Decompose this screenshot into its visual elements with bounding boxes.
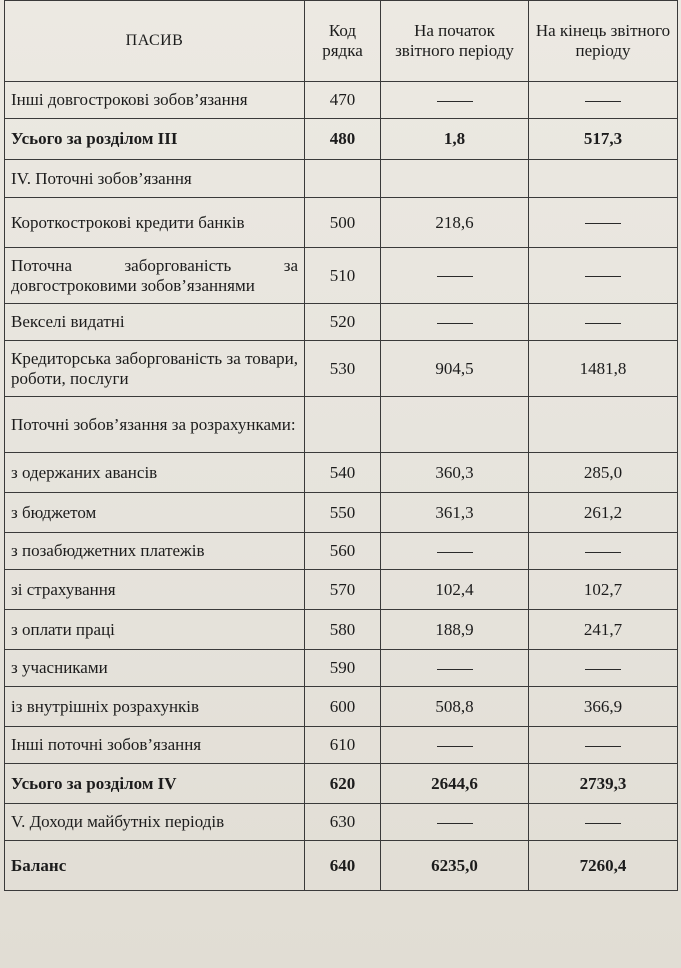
row-label: Поточна заборгованість за довгостроковими зобов’язаннями bbox=[5, 248, 305, 304]
row-value-end: 1481,8 bbox=[529, 341, 678, 397]
row-value-start bbox=[381, 160, 529, 198]
row-value-end bbox=[529, 533, 678, 570]
header-start: На початок звітного періоду bbox=[381, 1, 529, 82]
row-label: IV. Поточні зобов’язання bbox=[5, 160, 305, 198]
dash-mark bbox=[437, 101, 473, 102]
table-header-row bbox=[5, 1, 678, 82]
dash-mark bbox=[585, 223, 621, 224]
row-label: з оплати праці bbox=[5, 610, 305, 650]
table-row bbox=[5, 119, 678, 160]
row-label: з позабюджетних платежів bbox=[5, 533, 305, 570]
table-row bbox=[5, 198, 678, 248]
row-code: 470 bbox=[305, 82, 381, 119]
row-code: 630 bbox=[305, 804, 381, 841]
table-row bbox=[5, 610, 678, 650]
table-row bbox=[5, 570, 678, 610]
row-label: Усього за розділом IV bbox=[5, 764, 305, 804]
row-value-end bbox=[529, 248, 678, 304]
row-code: 560 bbox=[305, 533, 381, 570]
dash-mark bbox=[585, 276, 621, 277]
row-value-start bbox=[381, 804, 529, 841]
row-label: з одержаних авансів bbox=[5, 453, 305, 493]
row-value-end bbox=[529, 82, 678, 119]
row-code: 540 bbox=[305, 453, 381, 493]
table-row bbox=[5, 453, 678, 493]
dash-mark bbox=[437, 323, 473, 324]
row-value-end: 7260,4 bbox=[529, 841, 678, 891]
table-body bbox=[5, 82, 678, 891]
row-value-end bbox=[529, 397, 678, 453]
row-value-end: 102,7 bbox=[529, 570, 678, 610]
row-value-start bbox=[381, 248, 529, 304]
row-code: 640 bbox=[305, 841, 381, 891]
row-label: Векселі видатні bbox=[5, 304, 305, 341]
dash-mark bbox=[585, 552, 621, 553]
row-label: Поточні зобов’язання за розрахунками: bbox=[5, 397, 305, 453]
row-value-start: 361,3 bbox=[381, 493, 529, 533]
table-row bbox=[5, 248, 678, 304]
row-code: 500 bbox=[305, 198, 381, 248]
row-value-start bbox=[381, 397, 529, 453]
row-value-start bbox=[381, 304, 529, 341]
row-value-end: 261,2 bbox=[529, 493, 678, 533]
row-label: Кредиторська заборгованість за товари, роботи, послуги bbox=[5, 341, 305, 397]
row-value-end bbox=[529, 198, 678, 248]
table-row bbox=[5, 304, 678, 341]
row-code: 570 bbox=[305, 570, 381, 610]
row-value-start bbox=[381, 650, 529, 687]
balance-liabilities-table bbox=[4, 0, 678, 891]
dash-mark bbox=[437, 276, 473, 277]
dash-mark bbox=[585, 746, 621, 747]
row-code: 530 bbox=[305, 341, 381, 397]
row-value-end bbox=[529, 160, 678, 198]
row-code: 610 bbox=[305, 727, 381, 764]
row-value-start: 6235,0 bbox=[381, 841, 529, 891]
row-code: 510 bbox=[305, 248, 381, 304]
row-code: 620 bbox=[305, 764, 381, 804]
dash-mark bbox=[437, 746, 473, 747]
row-value-end: 2739,3 bbox=[529, 764, 678, 804]
row-label: Усього за розділом III bbox=[5, 119, 305, 160]
header-end: На кінець звітного періоду bbox=[529, 1, 678, 82]
table-row bbox=[5, 650, 678, 687]
row-label: з учасниками bbox=[5, 650, 305, 687]
table-row bbox=[5, 160, 678, 198]
row-code bbox=[305, 397, 381, 453]
table-row bbox=[5, 341, 678, 397]
row-value-end: 285,0 bbox=[529, 453, 678, 493]
table-row bbox=[5, 82, 678, 119]
row-code: 480 bbox=[305, 119, 381, 160]
dash-mark bbox=[437, 669, 473, 670]
row-value-end bbox=[529, 727, 678, 764]
row-value-start: 188,9 bbox=[381, 610, 529, 650]
row-value-start bbox=[381, 727, 529, 764]
row-value-end: 366,9 bbox=[529, 687, 678, 727]
row-value-start: 360,3 bbox=[381, 453, 529, 493]
table-row bbox=[5, 533, 678, 570]
row-label: Короткострокові кредити банків bbox=[5, 198, 305, 248]
dash-mark bbox=[437, 823, 473, 824]
row-value-start: 508,8 bbox=[381, 687, 529, 727]
dash-mark bbox=[585, 669, 621, 670]
row-label: зі страхування bbox=[5, 570, 305, 610]
row-label: із внутрішніх розрахунків bbox=[5, 687, 305, 727]
dash-mark bbox=[585, 823, 621, 824]
row-value-start bbox=[381, 533, 529, 570]
row-code: 520 bbox=[305, 304, 381, 341]
row-value-end: 517,3 bbox=[529, 119, 678, 160]
header-pasyv: ПАСИВ bbox=[5, 1, 305, 82]
row-label: Інші довгострокові зобов’язання bbox=[5, 82, 305, 119]
row-value-end bbox=[529, 804, 678, 841]
row-code: 590 bbox=[305, 650, 381, 687]
row-value-start: 218,6 bbox=[381, 198, 529, 248]
table-row bbox=[5, 397, 678, 453]
row-value-start: 1,8 bbox=[381, 119, 529, 160]
table-row bbox=[5, 727, 678, 764]
row-value-start: 2644,6 bbox=[381, 764, 529, 804]
row-value-end: 241,7 bbox=[529, 610, 678, 650]
row-label: Баланс bbox=[5, 841, 305, 891]
row-code bbox=[305, 160, 381, 198]
row-value-start: 102,4 bbox=[381, 570, 529, 610]
row-code: 580 bbox=[305, 610, 381, 650]
table-row bbox=[5, 493, 678, 533]
table-row bbox=[5, 764, 678, 804]
dash-mark bbox=[585, 101, 621, 102]
header-code: Код рядка bbox=[305, 1, 381, 82]
table-row bbox=[5, 804, 678, 841]
row-label: з бюджетом bbox=[5, 493, 305, 533]
row-value-end bbox=[529, 304, 678, 341]
row-value-start: 904,5 bbox=[381, 341, 529, 397]
dash-mark bbox=[585, 323, 621, 324]
row-code: 600 bbox=[305, 687, 381, 727]
row-label: V. Доходи майбутніх періодів bbox=[5, 804, 305, 841]
row-value-end bbox=[529, 650, 678, 687]
row-code: 550 bbox=[305, 493, 381, 533]
row-value-start bbox=[381, 82, 529, 119]
row-label: Інші поточні зобов’язання bbox=[5, 727, 305, 764]
table-row bbox=[5, 687, 678, 727]
dash-mark bbox=[437, 552, 473, 553]
table-row bbox=[5, 841, 678, 891]
